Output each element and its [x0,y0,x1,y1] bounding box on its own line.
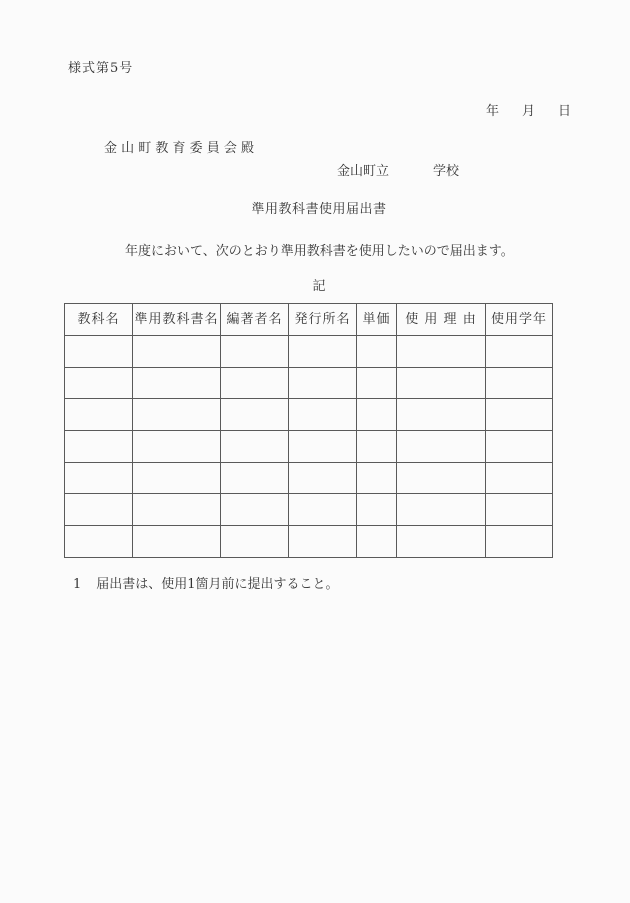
date-month-label: 月 [522,104,536,119]
table-empty-cell [65,494,133,526]
table-empty-cell [65,431,133,463]
form-number: 様式第5号 [68,61,134,76]
table-empty-cell [357,462,397,494]
table-empty-cell [486,431,553,463]
table-empty-cell [65,399,133,431]
note-number: 1 [73,577,82,592]
column-header-author: 編著者名 [221,304,289,336]
date-day-label: 日 [558,104,572,119]
table-empty-cell [486,494,553,526]
table-empty-cell [133,367,221,399]
table-empty-cell [289,336,357,368]
table-empty-row [65,367,553,399]
table-empty-cell [65,367,133,399]
table-empty-cell [289,494,357,526]
table-empty-cell [486,367,553,399]
table-empty-cell [289,399,357,431]
table-empty-cell [289,462,357,494]
table-empty-cell [289,367,357,399]
column-header-grade: 使用学年 [486,304,553,336]
school-line [337,165,459,178]
table-empty-cell [397,336,486,368]
table-empty-cell [357,431,397,463]
table-empty-cell [357,336,397,368]
form-table-body [65,336,553,558]
table-empty-cell [486,526,553,558]
table-empty-row [65,431,553,463]
table-empty-cell [133,462,221,494]
table-empty-cell [486,399,553,431]
table-empty-cell [397,431,486,463]
form-table-container [64,303,553,558]
table-empty-cell [289,431,357,463]
table-empty-cell [221,494,289,526]
note-text: 届出書は、使用1箇月前に提出すること。 [96,577,339,592]
table-empty-cell [133,526,221,558]
document-title: 準用教科書使用届出書 [251,202,387,217]
table-empty-cell [357,367,397,399]
date-year-label: 年 [486,104,500,119]
table-empty-cell [357,494,397,526]
note-line [73,578,339,591]
body-text: 年度において、次のとおり準用教科書を使用したいので届出ます。 [125,244,514,259]
table-empty-cell [397,399,486,431]
table-empty-cell [221,431,289,463]
table-empty-cell [65,336,133,368]
table-empty-cell [289,526,357,558]
table-empty-cell [221,336,289,368]
school-suffix: 学校 [433,164,460,179]
table-empty-cell [397,494,486,526]
table-empty-row [65,336,553,368]
school-name-blank [389,165,433,178]
table-empty-cell [397,367,486,399]
column-header-reason: 使 用 理 由 [397,304,486,336]
addressee-line: 金 山 町 教 育 委 員 会 殿 [104,141,255,156]
table-empty-cell [133,336,221,368]
table-empty-cell [397,526,486,558]
table-empty-cell [486,462,553,494]
table-empty-cell [133,494,221,526]
table-empty-cell [221,399,289,431]
table-empty-cell [133,399,221,431]
table-empty-cell [65,462,133,494]
column-header-subject: 教科名 [65,304,133,336]
date-line [486,105,571,118]
column-header-textbook-name: 準用教科書名 [133,304,221,336]
column-header-unit-price: 単価 [357,304,397,336]
form-table [64,303,553,558]
table-empty-cell [486,336,553,368]
table-empty-cell [221,462,289,494]
table-header-row [65,304,553,336]
table-empty-row [65,399,553,431]
table-empty-cell [133,431,221,463]
table-empty-row [65,526,553,558]
table-empty-cell [65,526,133,558]
column-header-publisher: 発行所名 [289,304,357,336]
table-empty-cell [221,526,289,558]
table-empty-cell [397,462,486,494]
table-empty-row [65,494,553,526]
school-prefix: 金山町立 [337,164,390,179]
table-empty-row [65,462,553,494]
table-empty-cell [357,526,397,558]
section-marker: 記 [312,279,326,294]
table-empty-cell [357,399,397,431]
table-empty-cell [221,367,289,399]
